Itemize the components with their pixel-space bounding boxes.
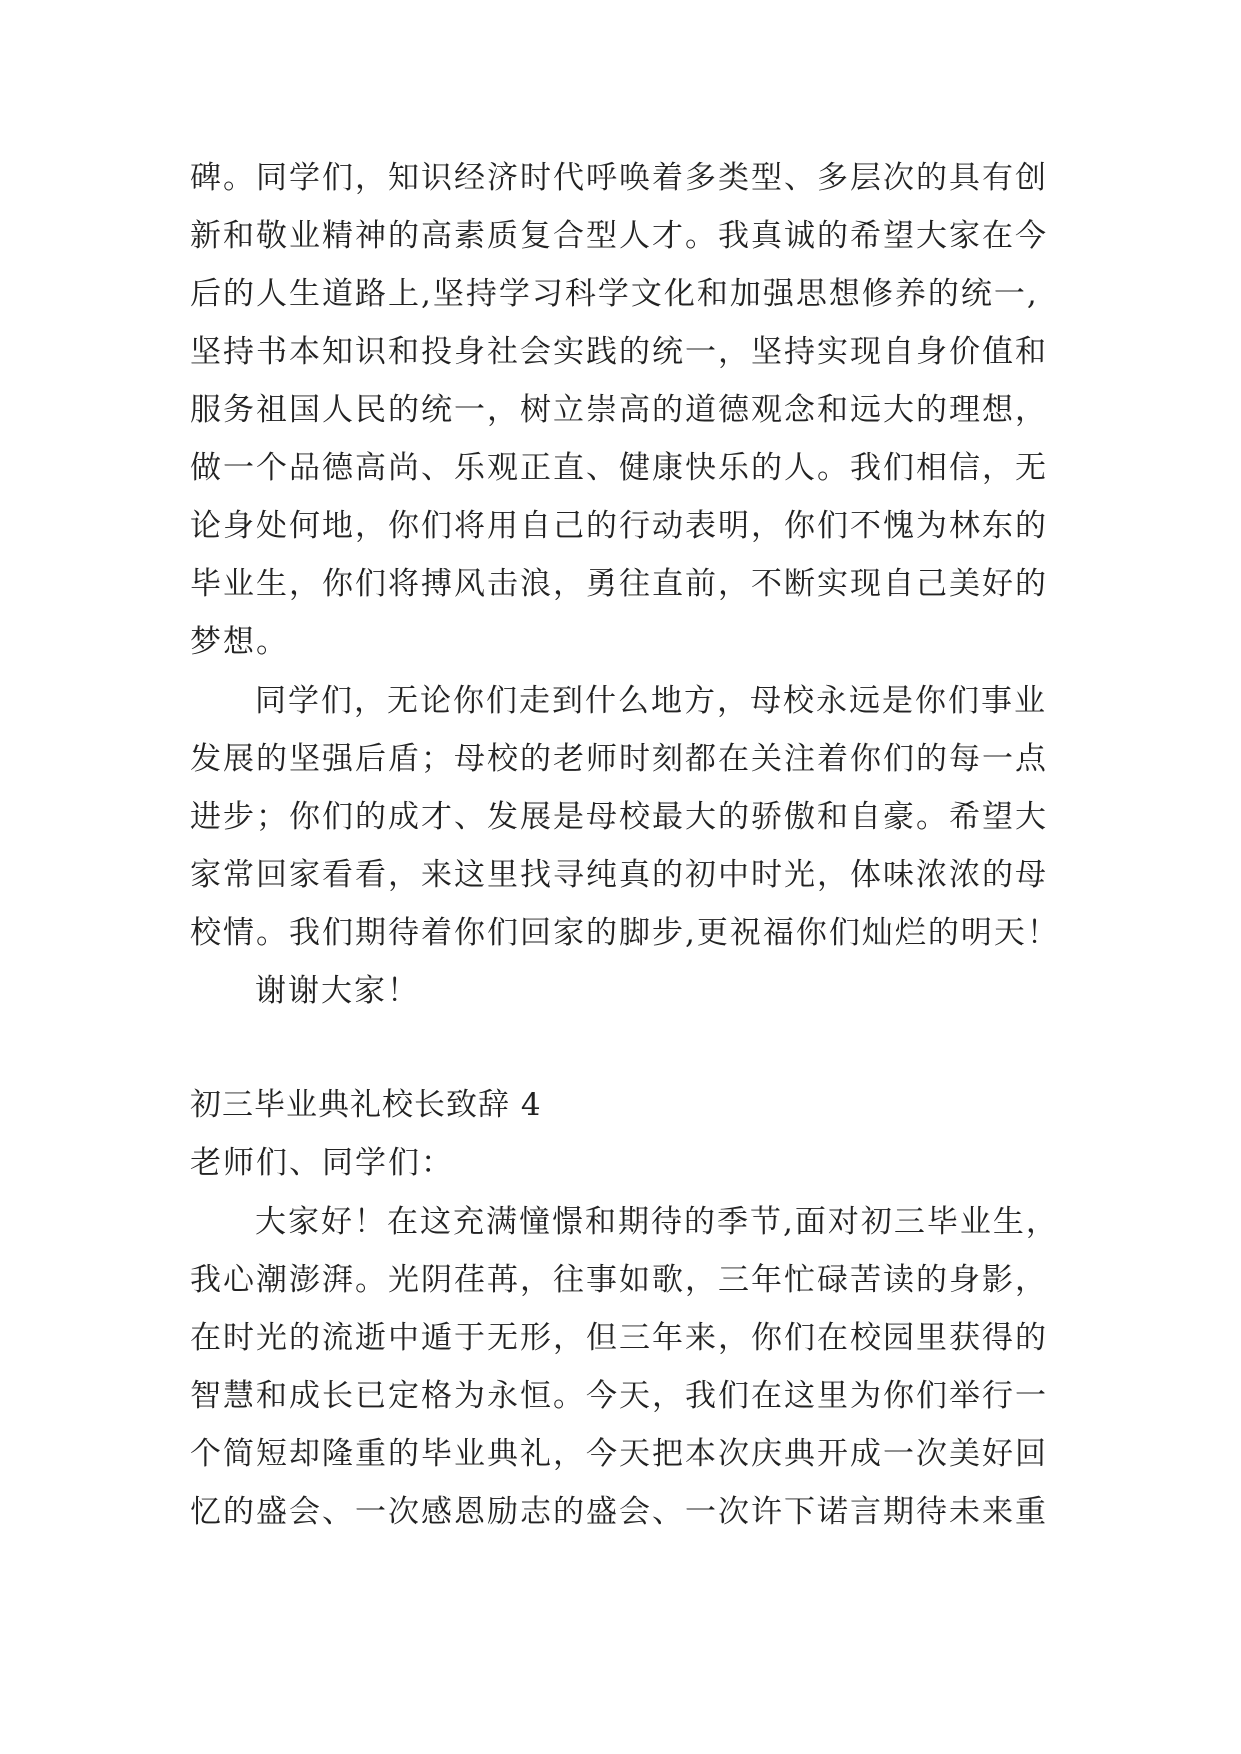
paragraph-start-line: 大家好！在这充满憧憬和期待的季节,面对初三毕业生，	[255, 1204, 1059, 1240]
text-line: 后的人生道路上,坚持学习科学文化和加强思想修养的统一,	[190, 276, 1039, 312]
closing-line: 谢谢大家！	[255, 973, 420, 1009]
text-line: 智慧和成长已定格为永恒。今天，我们在这里为你们举行一	[190, 1378, 1048, 1414]
text-line: 忆的盛会、一次感恩励志的盛会、一次许下诺言期待未来重	[190, 1494, 1048, 1530]
text-line: 新和敬业精神的高素质复合型人才。我真诚的希望大家在今	[190, 218, 1048, 254]
text-line: 家常回家看看，来这里找寻纯真的初中时光，体味浓浓的母	[190, 857, 1048, 893]
text-line: 校情。我们期待着你们回家的脚步,更祝福你们灿烂的明天！	[190, 915, 1060, 951]
text-line: 坚持书本知识和投身社会实践的统一，坚持实现自身价值和	[190, 334, 1048, 370]
text-line: 碑。同学们，知识经济时代呼唤着多类型、多层次的具有创	[190, 160, 1048, 196]
text-line: 在时光的流逝中遁于无形，但三年来，你们在校园里获得的	[190, 1320, 1048, 1356]
salutation-line: 老师们、同学们：	[190, 1145, 454, 1181]
text-line: 梦想。	[190, 624, 289, 660]
text-line: 发展的坚强后盾；母校的老师时刻都在关注着你们的每一点	[190, 741, 1048, 777]
text-line: 个简短却隆重的毕业典礼，今天把本次庆典开成一次美好回	[190, 1436, 1048, 1472]
text-line: 做一个品德高尚、乐观正直、健康快乐的人。我们相信，无	[190, 450, 1048, 486]
paragraph-start-line: 同学们，无论你们走到什么地方，母校永远是你们事业	[255, 683, 1047, 719]
text-line: 进步；你们的成才、发展是母校最大的骄傲和自豪。希望大	[190, 799, 1048, 835]
text-line: 毕业生，你们将搏风击浪，勇往直前，不断实现自己美好的	[190, 566, 1048, 602]
text-line: 服务祖国人民的统一，树立崇高的道德观念和远大的理想，	[190, 392, 1048, 428]
section-heading: 初三毕业典礼校长致辞 4	[190, 1087, 542, 1123]
text-line: 论身处何地，你们将用自己的行动表明，你们不愧为林东的	[190, 508, 1048, 544]
text-line: 我心潮澎湃。光阴荏苒，往事如歌，三年忙碌苦读的身影，	[190, 1262, 1048, 1298]
